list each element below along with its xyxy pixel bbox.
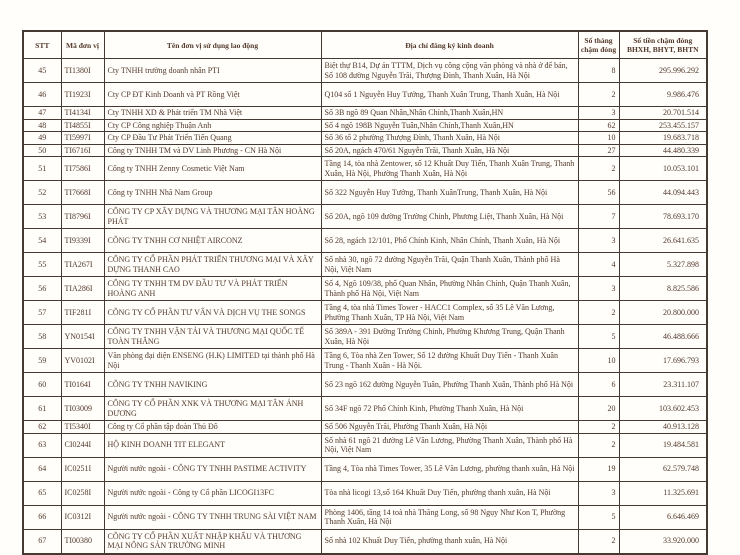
amount-cell: 44.094.443 xyxy=(619,181,707,205)
address-cell: Số 34F ngõ 72 Phố Chính Kinh, Phường Thanh Xuân, Hà Nội xyxy=(321,397,578,421)
address-cell: Số 389A - 391 Đường Trường Chinh, Phường Khương Trung, Quận Thanh Xuân, Hà Nội xyxy=(321,325,578,349)
stt-cell: 58 xyxy=(23,325,61,349)
table-row xyxy=(23,433,707,457)
table-row xyxy=(23,421,707,434)
employer-name-cell: CÔNG TY TNHH VẬN TẢI VÀ THƯƠNG MẠI QUỐC TẾ TOÀN THẮNG xyxy=(104,325,321,349)
table-row xyxy=(23,253,707,277)
employer-name-cell: Người nước ngoài - CÔNG TY TNHH PASTIME ACTIVITY xyxy=(104,457,321,481)
months-late-cell: 19 xyxy=(578,457,619,481)
amount-cell: 20.800.000 xyxy=(619,301,707,325)
table-row xyxy=(23,157,707,181)
employer-name-cell: Công ty Cổ phần tập đoàn Thủ Đô xyxy=(104,421,321,434)
stt-cell: 59 xyxy=(23,349,61,373)
stt-cell: 45 xyxy=(23,59,61,83)
table-row xyxy=(23,349,707,373)
address-cell: Tầng 14, tòa nhà Zentower, số 12 Khuất Duy Tiến, Thanh Xuân Trung, Thanh Xuân, Hà Nội, Phường Thanh Xuân, Hà Nội xyxy=(321,157,578,181)
unit-code-cell: TI1923I xyxy=(61,83,104,107)
table-row xyxy=(23,144,707,157)
amount-cell: 19.484.581 xyxy=(619,433,707,457)
unit-code-cell: TIF281I xyxy=(61,301,104,325)
table-row xyxy=(23,301,707,325)
table-row xyxy=(23,457,707,481)
table-row xyxy=(23,229,707,253)
months-late-cell: 3 xyxy=(578,481,619,505)
months-late-cell: 2 xyxy=(578,529,619,554)
amount-cell: 5.327.898 xyxy=(619,253,707,277)
table-row xyxy=(23,397,707,421)
employer-name-cell: CÔNG TY CỔ PHẦN XUẤT NHẬP KHẨU VÀ THƯƠNG MẠI NÔNG SẢN TRƯỜNG MINH xyxy=(104,529,321,554)
unit-code-cell: TI00380 xyxy=(61,529,104,554)
table-row xyxy=(23,119,707,132)
unit-code-cell: TI9339I xyxy=(61,229,104,253)
months-late-cell: 2 xyxy=(578,83,619,107)
address-cell: Số 36 tổ 2 phường Thượng Đình, Thanh Xuân, Hà Nội xyxy=(321,132,578,145)
late-payment-table xyxy=(22,30,708,555)
amount-cell: 62.579.748 xyxy=(619,457,707,481)
unit-code-cell: TI8796I xyxy=(61,205,104,229)
months-late-cell: 2 xyxy=(578,301,619,325)
unit-code-cell: TI4134I xyxy=(61,107,104,120)
amount-cell: 26.641.635 xyxy=(619,229,707,253)
employer-name-cell: Công ty TNHH Zenny Cosmetic Việt Nam xyxy=(104,157,321,181)
col-header-employer-name: Tên đơn vị sử dụng lao động xyxy=(104,31,321,59)
address-cell: Số nhà 30, ngõ 72 đường Nguyễn Trãi, Quận Thanh Xuân, Thành phố Hà Nội, Việt Nam xyxy=(321,253,578,277)
address-cell: Tầng 6, Tòa nhà Zen Tower, Số 12 đường Khuất Duy Tiến - Thanh Xuân Trung - Thanh Xuân - Hà Nội. xyxy=(321,349,578,373)
amount-cell: 103.602.453 xyxy=(619,397,707,421)
employer-name-cell: CÔNG TY TNHH NAVIKING xyxy=(104,373,321,397)
address-cell: Số 322 Nguyễn Huy Tưởng, Thanh XuânTrung, Thanh Xuân, Hà Nội xyxy=(321,181,578,205)
months-late-cell: 8 xyxy=(578,59,619,83)
table-row xyxy=(23,205,707,229)
amount-cell: 9.986.476 xyxy=(619,83,707,107)
employer-name-cell: Cty CP Đầu Tư Phát Triển Tiến Quang xyxy=(104,132,321,145)
address-cell: Q104 số 1 Nguyễn Huy Tưởng, Thanh Xuân Trung, Thanh Xuân, Hà Nội xyxy=(321,83,578,107)
address-cell: Tầng 4, Tòa nhà Times Tower, 35 Lê Văn Lương, phường thanh xuân, Hà Nội xyxy=(321,457,578,481)
months-late-cell: 2 xyxy=(578,421,619,434)
address-cell: Số 506 Nguyễn Trãi, Phường Thanh Xuân, Hà Nội xyxy=(321,421,578,434)
stt-cell: 65 xyxy=(23,481,61,505)
table-row xyxy=(23,373,707,397)
table-row xyxy=(23,277,707,301)
address-cell: Tòa nhà licogi 13,số 164 Khuất Duy Tiến, phường thanh xuân, Hà Nội xyxy=(321,481,578,505)
unit-code-cell: TI1380I xyxy=(61,59,104,83)
stt-cell: 64 xyxy=(23,457,61,481)
col-header-stt: STT xyxy=(23,31,61,59)
stt-cell: 63 xyxy=(23,433,61,457)
amount-cell: 11.325.691 xyxy=(619,481,707,505)
table-row xyxy=(23,505,707,529)
months-late-cell: 4 xyxy=(578,253,619,277)
months-late-cell: 3 xyxy=(578,229,619,253)
amount-cell: 10.053.101 xyxy=(619,157,707,181)
months-late-cell: 62 xyxy=(578,119,619,132)
unit-code-cell: TI5997I xyxy=(61,132,104,145)
amount-cell: 78.693.170 xyxy=(619,205,707,229)
amount-cell: 8.825.586 xyxy=(619,277,707,301)
stt-cell: 60 xyxy=(23,373,61,397)
table-row xyxy=(23,325,707,349)
unit-code-cell: YV0102I xyxy=(61,349,104,373)
amount-cell: 40.913.128 xyxy=(619,421,707,434)
months-late-cell: 7 xyxy=(578,205,619,229)
employer-name-cell: CÔNG TY CP XÂY DỰNG VÀ THƯƠNG MẠI TÂN HOÀNG PHÁT xyxy=(104,205,321,229)
amount-cell: 295.996.292 xyxy=(619,59,707,83)
stt-cell: 57 xyxy=(23,301,61,325)
unit-code-cell: TI7668I xyxy=(61,181,104,205)
stt-cell: 52 xyxy=(23,181,61,205)
unit-code-cell: TI5340I xyxy=(61,421,104,434)
stt-cell: 49 xyxy=(23,132,61,145)
amount-cell: 253.455.157 xyxy=(619,119,707,132)
col-header-unit-code: Mã đơn vị xyxy=(61,31,104,59)
amount-cell: 23.311.107 xyxy=(619,373,707,397)
address-cell: Số nhà 61 ngõ 21 đường Lê Văn Lương, Phường Thanh Xuân, Thành phố Hà Nội, Việt Nam xyxy=(321,433,578,457)
stt-cell: 66 xyxy=(23,505,61,529)
amount-cell: 44.480.339 xyxy=(619,144,707,157)
employer-name-cell: Công ty TNHH TM và DV Linh Phương - CN Hà Nội xyxy=(104,144,321,157)
address-cell: Số 3B ngõ 89 Quan Nhân,Nhân Chính,Thanh Xuân,HN xyxy=(321,107,578,120)
col-header-address: Địa chỉ đăng ký kinh doanh xyxy=(321,31,578,59)
employer-name-cell: CÔNG TY TNHH CƠ NHIỆT AIRCONZ xyxy=(104,229,321,253)
amount-cell: 19.683.718 xyxy=(619,132,707,145)
table-row xyxy=(23,132,707,145)
amount-cell: 6.646.469 xyxy=(619,505,707,529)
unit-code-cell: TI0164I xyxy=(61,373,104,397)
stt-cell: 61 xyxy=(23,397,61,421)
months-late-cell: 3 xyxy=(578,107,619,120)
months-late-cell: 20 xyxy=(578,397,619,421)
amount-cell: 17.696.793 xyxy=(619,349,707,373)
table-row xyxy=(23,59,707,83)
months-late-cell: 3 xyxy=(578,277,619,301)
employer-name-cell: CÔNG TY TNHH TM DV ĐẦU TƯ VÀ PHÁT TRIỂN HOÀNG ANH xyxy=(104,277,321,301)
months-late-cell: 10 xyxy=(578,349,619,373)
employer-name-cell: HỘ KINH DOANH TIT ELEGANT xyxy=(104,433,321,457)
address-cell: Số 28, ngách 12/101, Phố Chính Kinh, Nhân Chính, Thanh Xuân, Hà Nội xyxy=(321,229,578,253)
address-cell: Phòng 1406, tầng 14 toà nhà Thăng Long, số 98 Ngụy Như Kon T, Phường Thanh Xuân, Hà Nội xyxy=(321,505,578,529)
address-cell: Tầng 4, tòa nhà Times Tower - HACC1 Complex, số 35 Lê Văn Lương, Phường Thanh Xuân, TP Hà Nội, Việt Nam xyxy=(321,301,578,325)
address-cell: Biệt thự B14, Dự án TTTM, Dịch vụ công cộng văn phòng và nhà ở để bán, Số 108 đường Nguyễn Trãi, Thượng Đình, Thanh Xuân, Hà Nội xyxy=(321,59,578,83)
stt-cell: 50 xyxy=(23,144,61,157)
stt-cell: 46 xyxy=(23,83,61,107)
stt-cell: 55 xyxy=(23,253,61,277)
employer-name-cell: CÔNG TY CỔ PHẦN TƯ VẤN VÀ DỊCH VỤ THE SONGS xyxy=(104,301,321,325)
months-late-cell: 5 xyxy=(578,325,619,349)
table-row xyxy=(23,529,707,554)
unit-code-cell: TIA286I xyxy=(61,277,104,301)
unit-code-cell: CI0244I xyxy=(61,433,104,457)
employer-name-cell: Cty CP Công nghiệp Thuận Anh xyxy=(104,119,321,132)
table-header-row xyxy=(23,31,707,59)
table-body xyxy=(23,59,707,554)
unit-code-cell: IC0312I xyxy=(61,505,104,529)
months-late-cell: 2 xyxy=(578,157,619,181)
months-late-cell: 5 xyxy=(578,505,619,529)
unit-code-cell: TI4855I xyxy=(61,119,104,132)
employer-name-cell: Công ty TNHH Nhã Nam Group xyxy=(104,181,321,205)
address-cell: Số 23 ngõ 162 đường Nguyễn Tuân, Phường Thanh Xuân, Thành phố Hà Nội xyxy=(321,373,578,397)
unit-code-cell: YN0154I xyxy=(61,325,104,349)
months-late-cell: 56 xyxy=(578,181,619,205)
unit-code-cell: TI7586I xyxy=(61,157,104,181)
months-late-cell: 6 xyxy=(578,373,619,397)
employer-name-cell: Người nước ngoài - Công ty Cổ phần LICOGI13FC xyxy=(104,481,321,505)
stt-cell: 51 xyxy=(23,157,61,181)
address-cell: Số 4, Ngõ 109/38, phố Quan Nhân, Phường Nhân Chính, Quận Thanh Xuân, Thành phố Hà Nội, Việt Nam xyxy=(321,277,578,301)
address-cell: Số 4 ngõ 198B Nguyễn Tuân,Nhân Chính,Thanh Xuân,HN xyxy=(321,119,578,132)
table-row xyxy=(23,481,707,505)
employer-name-cell: CÔNG TY CỔ PHẦN XNK VÀ THƯƠNG MẠI TÂN ÁNH DƯƠNG xyxy=(104,397,321,421)
months-late-cell: 10 xyxy=(578,132,619,145)
amount-cell: 46.488.666 xyxy=(619,325,707,349)
col-header-months-late: Số tháng chậm đóng xyxy=(578,31,619,59)
stt-cell: 62 xyxy=(23,421,61,434)
address-cell: Số nhà 102 Khuất Duy Tiến, phường thanh xuân, Hà Nội xyxy=(321,529,578,554)
table-row xyxy=(23,107,707,120)
months-late-cell: 27 xyxy=(578,144,619,157)
table-row xyxy=(23,181,707,205)
employer-name-cell: Văn phòng đại diện ENSENG (H.K) LIMITED tại thành phố Hà Nội xyxy=(104,349,321,373)
amount-cell: 33.920.000 xyxy=(619,529,707,554)
stt-cell: 54 xyxy=(23,229,61,253)
stt-cell: 47 xyxy=(23,107,61,120)
address-cell: Số 20A, ngách 470/61 Nguyễn Trãi, Thanh Xuân, Hà Nội xyxy=(321,144,578,157)
stt-cell: 53 xyxy=(23,205,61,229)
unit-code-cell: IC0258I xyxy=(61,481,104,505)
col-header-amount: Số tiền chậm đóng BHXH, BHYT, BHTN xyxy=(619,31,707,59)
unit-code-cell: TI03009 xyxy=(61,397,104,421)
unit-code-cell: TI6716I xyxy=(61,144,104,157)
stt-cell: 67 xyxy=(23,529,61,554)
months-late-cell: 2 xyxy=(578,433,619,457)
employer-name-cell: Cty CP ĐT Kinh Doanh và PT Rồng Việt xyxy=(104,83,321,107)
employer-name-cell: Cty TNHH XD & Phát triển TM Nhà Việt xyxy=(104,107,321,120)
address-cell: Số 20A, ngõ 109 đường Trường Chinh, Phương Liệt, Thanh Xuân, Hà Nội xyxy=(321,205,578,229)
stt-cell: 56 xyxy=(23,277,61,301)
employer-name-cell: Cty TNHH trường doanh nhân PTI xyxy=(104,59,321,83)
unit-code-cell: TIA267I xyxy=(61,253,104,277)
table-row xyxy=(23,83,707,107)
stt-cell: 48 xyxy=(23,119,61,132)
employer-name-cell: CÔNG TY CỔ PHẦN PHÁT TRIỂN THƯƠNG MẠI VÀ XÂY DỰNG THANH CAO xyxy=(104,253,321,277)
amount-cell: 20.701.514 xyxy=(619,107,707,120)
unit-code-cell: IC0251I xyxy=(61,457,104,481)
employer-name-cell: Người nước ngoài - CÔNG TY TNHH TRUNG SÀI VIỆT NAM xyxy=(104,505,321,529)
